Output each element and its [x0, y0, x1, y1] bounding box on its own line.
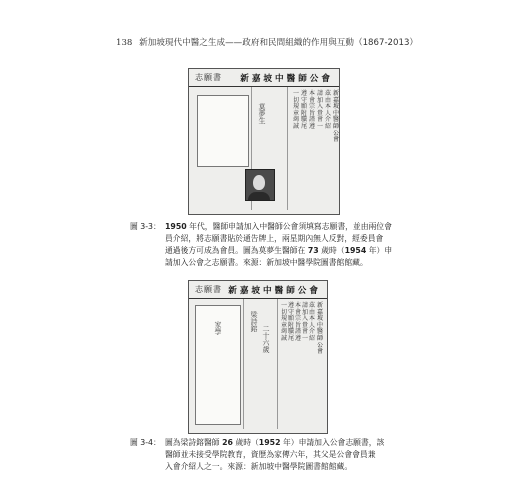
caption-text: 歲時（ [318, 246, 345, 255]
caption-line [130, 437, 390, 449]
form-column: 一切規章竭誠 [293, 90, 300, 130]
form-title-bar [189, 69, 339, 87]
form-column: 新嘉坡中醫師公會 [333, 90, 340, 144]
caption-text: 年）申 [366, 246, 393, 255]
caption-line [130, 245, 393, 257]
form-column: 一切規章竭誠 [281, 302, 288, 342]
caption-figure-3-3 [130, 221, 393, 269]
caption-age: 26 [222, 438, 233, 447]
caption-label: 圖 3-3： [130, 222, 161, 231]
form-column: 本會宗旨謹遵 [295, 302, 302, 342]
form-column: 遵守願附驥尾 [288, 302, 295, 342]
form-divider [243, 299, 244, 429]
photo-face [253, 175, 265, 190]
page-number: 138 [116, 38, 133, 48]
form-title-right: 新嘉坡中醫師公會 [240, 73, 333, 84]
caption-year: 1950 [165, 222, 187, 231]
form-column: 請加入貴會一 [302, 302, 309, 342]
form-divider [277, 299, 278, 429]
caption-year: 1952 [258, 438, 281, 447]
form-column: 茲由本人介紹 [309, 302, 316, 342]
caption-label: 圖 3-4： [130, 438, 161, 447]
caption-age: 73 [307, 246, 319, 255]
form-title-bar [189, 281, 327, 299]
caption-line [130, 221, 390, 233]
caption-figure-3-4 [130, 437, 390, 473]
handwritten-age: 二十六歲 [262, 325, 270, 353]
form-title-left: 志願書 [195, 73, 222, 82]
caption-line: 醫師並未接受學院教育，資歷為家傳六年，其父是公會會員兼 [165, 450, 376, 459]
caption-line: 入會介紹人之一。來源：新加坡中醫學院圖書館館藏。 [165, 462, 353, 471]
caption-text: 歲時（ [232, 438, 259, 447]
running-title: 新加坡現代中醫之生成——政府和民間組織的作用與互動（1867-2013） [139, 38, 419, 48]
photo-shoulders [248, 192, 270, 200]
running-header [116, 36, 419, 48]
handwritten-name: 梁詩鎔 [250, 311, 258, 332]
applicant-photo [245, 169, 275, 201]
handwritten-note: 家學 [214, 321, 222, 335]
caption-text: 年代，醫師申請加入中醫師公會須填寫志願書，並由兩位會 [186, 222, 392, 231]
handwritten-name: 莫夢生 [258, 103, 266, 124]
form-column: 新嘉坡中醫師公會 [317, 302, 324, 356]
form-column: 遵守願附驥尾 [301, 90, 308, 130]
form-column: 本會宗旨謹遵 [309, 90, 316, 130]
figure-3-4-scan [188, 280, 328, 434]
form-title-left: 志願書 [195, 285, 222, 294]
caption-text: 年）申請加入公會志願書，該 [280, 438, 385, 447]
caption-line: 請加入公會之志願書。來源：新加坡中醫學院圖書館館藏。 [165, 258, 368, 267]
caption-year: 1954 [344, 246, 367, 255]
caption-text: 通過後方可成為會員。圖為莫夢生醫師在 [165, 246, 308, 255]
caption-text: 圖為梁詩鎔醫師 [165, 438, 223, 447]
form-column: 請加入貴會一 [317, 90, 324, 130]
caption-line: 員介紹，將志願書貼於通告牌上，兩星期內無人反對，經委員會 [165, 234, 384, 243]
form-column: 茲由本人介紹 [325, 90, 332, 130]
form-title-right: 新嘉坡中醫師公會 [228, 285, 321, 296]
form-divider [287, 87, 288, 210]
figure-3-3-scan [188, 68, 340, 215]
applicant-field [197, 95, 249, 167]
